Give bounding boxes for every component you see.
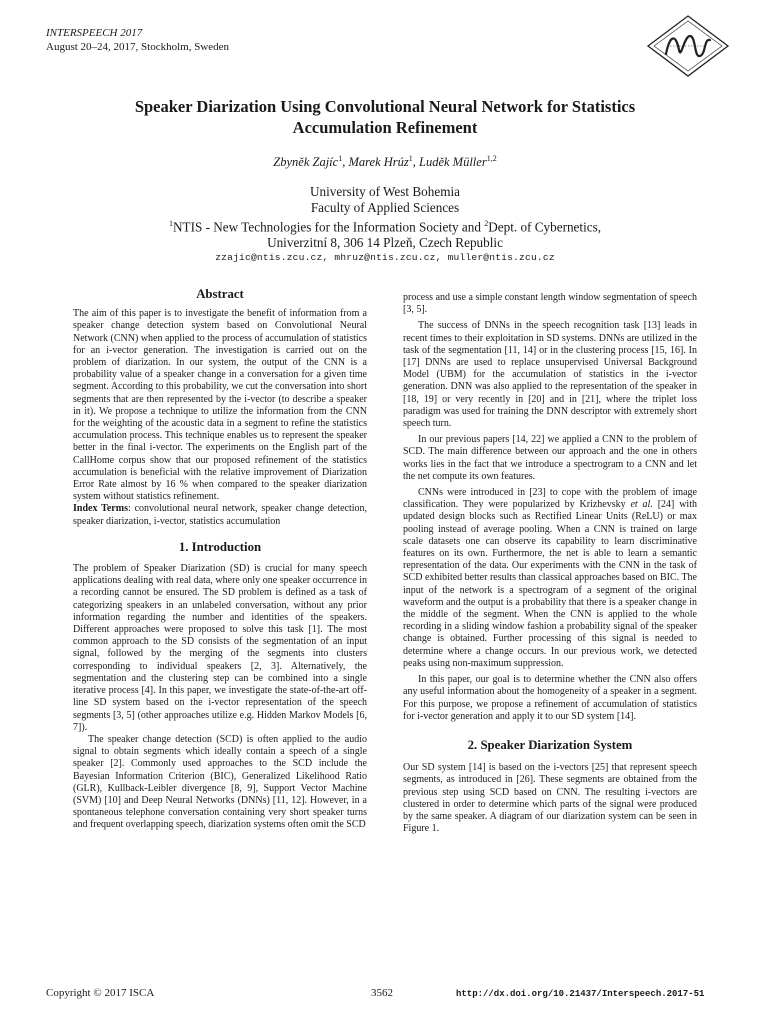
affil-mark: 2 bbox=[484, 219, 489, 228]
page-number: 3562 bbox=[371, 987, 393, 999]
conference-name: INTERSPEECH 2017 bbox=[46, 27, 143, 39]
author-emails[interactable]: zzajic@ntis.zcu.cz, mhruz@ntis.zcu.cz, muller@ntis.zcu.cz bbox=[215, 252, 555, 263]
abstract-text: The aim of this paper is to investigate the benefit of information from a speaker change detection system based on Convolutional Neural Network (CNN) when applied to the process of accumulation of statistics for an i-vector generation. The investigation is carried out on the problem of diarization. In our system, the output of the CNN is a probability value of a speaker change in a conversation for a given time segment. According to this probability, we cut the conversation into short segments that are then represented by the i-vector (to describe a speaker in it). We propose a technique to utilize the information from the CNN for the weighting of the acoustic data in a segment to refine the statistics accumulation process. This technique enables us to represent the speaker better in the final i-vector. The experiments on the English part of the CallHome corpus show that our proposed refinement of the statistics accumulation is beneficial with the relative improvement of Diarization Error Rate almost by 16 % when compared to the speaker diarization system without statistics refinement. bbox=[73, 308, 367, 503]
conference-dateline: August 20–24, 2017, Stockholm, Sweden bbox=[46, 41, 230, 53]
author-affil-mark: 1,2 bbox=[486, 154, 497, 163]
copyright-notice: Copyright © 2017 ISCA bbox=[46, 987, 155, 999]
paragraph: In this paper, our goal is to determine whether the CNN also offers any useful information about the homogeneity of a speaker in a segment. For this purpose, we propose a refinement of accumulation of statistics for i-vector generation and apply it to our SD system [14]. bbox=[403, 674, 697, 722]
index-terms bbox=[73, 503, 367, 527]
affil-university: University of West Bohemia bbox=[310, 184, 460, 199]
affil-mark: 1 bbox=[168, 219, 173, 228]
paragraph: The success of DNNs in the speech recognition task [13] leads in recent times to their exploitation in SD systems. DNNs are utilized in the task of the segmentation [11, 14] or in the clustering process [15, 16]. In [17] DNNs are used to replace unsupervised Universal Background Model (UBM) for the accumulation of statistics in the i-vector generation. DNN was also applied to the representation of the speaker in [18, 19] or very recently in [20] and in [21], where the triplet loss paradigm was used for training the DNN descriptor with extremely short speech turn. bbox=[403, 320, 697, 430]
paragraph-text: [24] with updated design blocks such as Rectified Linear Units (ReLU) or max pooling instead of average pooling. When a CNN is trained on large scale datasets one can observe its capability to learn discriminative features on its own. Furthermore, the net is able to learn a semantic representation of the data. Our experiments with the CNN in the task of SCD exhibited better results than classical approaches based on BIC. The input of the network is a spectrogram of a segment of the original waveform and the output is a probability that there is a speaker change in the middle of the segment. When the CNN is applied to the whole recording in a sliding window fashion a probability signal of the speaker change is obtained. Further processing of this signal is needed to determine where a change occurs. In our previous work, we detected peaks using non-maximum suppression. bbox=[403, 499, 697, 669]
conference-header bbox=[46, 26, 229, 54]
paragraph-text: CNNs were introduced in [23] to cope with the problem of image classification. They were popularized by Krizhevsky bbox=[403, 487, 697, 511]
section-heading-introduction: 1. Introduction bbox=[178, 539, 262, 554]
isca-logo-icon bbox=[646, 14, 730, 78]
paragraph: The problem of Speaker Diarization (SD) is crucial for many speech applications dealing with real data, where only one speaker occurrence in a recording cannot be ensured. The SD problem is defined as a task of categorizing speakers in an unlabeled conversation, without any prior information regarding the number and identities of the speakers. Different approaches were proposed to solve this task [1]. The most common approach to the SD consists of the segmentation of an input signal, followed by the merging of the segments into clusters corresponding to individual speakers [2, 3]. Alternatively, the segmentation and the clustering step can be combined into a single iterative process [4]. In this paper, we investigate the state-of-the-art off-line SD system based on the i-vector representation of the speech segments [3, 5] (other approaches utilize e.g. Hidden Markov Models [6, 7]). bbox=[73, 563, 367, 733]
paragraph: process and use a simple constant length window segmentation of speech [3, 5]. bbox=[403, 292, 697, 316]
affil-address: Univerzitní 8, 306 14 Plzeň, Czech Republic bbox=[267, 235, 503, 251]
affil-faculty: Faculty of Applied Sciences bbox=[310, 200, 460, 215]
paragraph: In our previous papers [14, 22] we applied a CNN to the problem of SCD. The main difference between our approach and the one in others works lies in the fact that we introduce a spectrogram to a CNN and let the net compute its own features. bbox=[403, 434, 697, 482]
title-line-1: Speaker Diarization Using Convolutional Neural Network for Statistics bbox=[134, 97, 636, 116]
doi-link[interactable]: http://dx.doi.org/10.21437/Interspeech.2017-51 bbox=[456, 989, 705, 999]
affiliations bbox=[60, 184, 710, 251]
paragraph: The speaker change detection (SCD) is often applied to the audio signal to obtain segments which ideally contain a speech of a single speaker [2]. Commonly used approaches to the SCD include the Bayesian Information Criterion (BIC), Generalized Likelihood Ratio (GLR), Kullback-Leibler divergence [8, 9], Support Vector Machine (SVM) [10] and Deep Neural Networks (DNNs) [11, 12]. However, in a spontaneous telephone conversation containing very short speaker turns and frequent overlapping speech, diarization systems often omit the SCD bbox=[73, 733, 367, 831]
paragraph: Our SD system [14] is based on the i-vectors [25] that represent speech segments, as introduced in [26]. These segments are obtained from the previous step using SCD based on CNN. The resulting i-vectors are clustered in order to determine which parts of the signal were produced by the same speaker. A diagram of our diarization system can be seen in Figure 1. bbox=[403, 762, 697, 835]
author-affil-mark: 1 bbox=[408, 154, 413, 163]
title-line-2: Accumulation Refinement bbox=[292, 118, 478, 137]
index-terms-label: Index Terms bbox=[73, 503, 128, 515]
author-affil-mark: 1 bbox=[338, 154, 343, 163]
paragraph-emphasis: et al. bbox=[630, 499, 653, 511]
index-terms-text: : convolutional neural network, speaker change detection, speaker diarization, i-vector, statistics accumulation bbox=[73, 503, 368, 527]
affil-departments bbox=[60, 216, 710, 235]
author-name: Zbyněk Zajíc bbox=[273, 155, 339, 170]
left-column bbox=[73, 288, 367, 832]
paragraph bbox=[403, 487, 697, 670]
affil-ntis: NTIS - New Technologies for the Information Society and bbox=[172, 219, 485, 235]
author-name: Marek Hrúz bbox=[348, 155, 409, 170]
author-list: Zbyněk Zajíc$^1$, Marek Hrúz$^1$, Luděk Müller$^{1,2}$ bbox=[273, 154, 497, 170]
abstract-heading: Abstract bbox=[196, 287, 244, 301]
section-heading-diarization-system: 2. Speaker Diarization System bbox=[467, 737, 633, 752]
author-name: Luděk Müller bbox=[419, 155, 487, 170]
right-column bbox=[403, 292, 697, 835]
affil-cybernetics: Dept. of Cybernetics, bbox=[488, 219, 602, 235]
paper-title bbox=[60, 96, 710, 138]
